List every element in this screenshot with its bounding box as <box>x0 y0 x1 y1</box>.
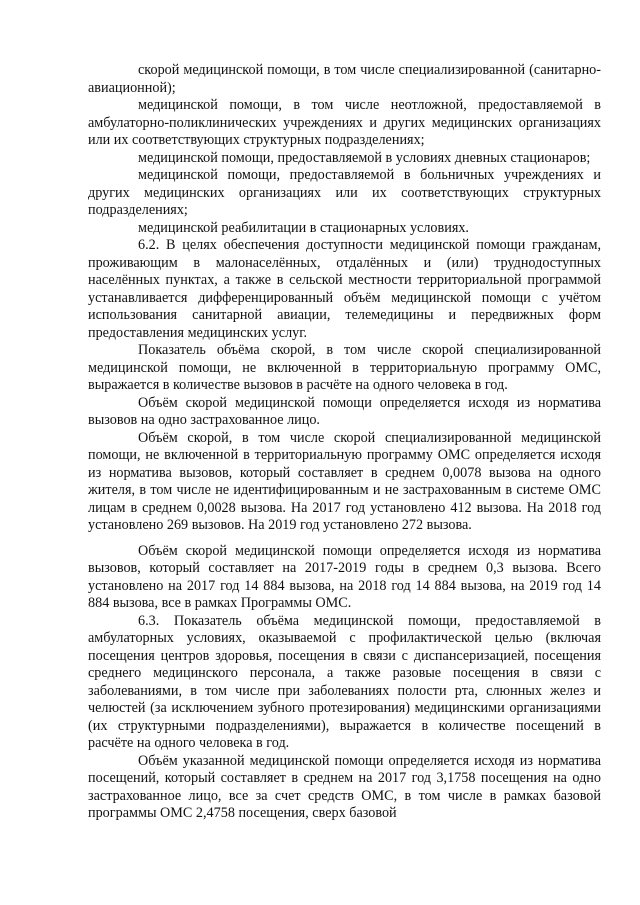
paragraph-outpatient-norm: Объём указанной медицинской помощи определяется исходя из норматива посещений, который составляет в среднем на 2017 год 3,1758 посещения на одно застрахованное лицо, все за счет средств ОМС, в том числе в рамках базовой программы ОМС 2,4758 посещения, сверх базовой <box>88 752 601 821</box>
paragraph-hospital-item: медицинской помощи, предоставляемой в больничных учреждениях и других медицинских организациях или их соответствующих структурных подразделениях; <box>88 167 601 218</box>
paragraph-ambulance-indicator: Показатель объёма скорой, в том числе скорой специализированной медицинской помощи, не включенной в территориальную программу ОМС, выражается в количестве вызовов в расчёте на одного человека в год. <box>88 342 601 393</box>
paragraph-outpatient-item: медицинской помощи, в том числе неотложной, предоставляемой в амбулаторно-поликлинических учреждениях и других медицинских организациях или их соответствующих структурных подразделениях; <box>88 97 601 148</box>
paragraph-section-6-2: 6.2. В целях обеспечения доступности медицинской помощи гражданам, проживающим в малонаселённых, отдалённых и (или) труднодоступных населённых пунктах, а также в сельской местности территориальной программой устанавливается дифференцированный объём медицинской помощи с учётом использования санитарной авиации, телемедицины и передвижных форм предоставления медицинских услуг. <box>88 237 601 341</box>
document-body <box>88 62 601 823</box>
paragraph-rehabilitation-item: медицинской реабилитации в стационарных условиях. <box>138 219 469 236</box>
paragraph-ambulance-item: скорой медицинской помощи, в том числе специализированной (санитарно-авиационной); <box>88 62 601 96</box>
paragraph-section-6-3: 6.3. Показатель объёма медицинской помощи, предоставляемой в амбулаторных условиях, оказываемой с профилактической целью (включая посещения центров здоровья, посещения в связи с диспансеризацией, посещения среднего медицинского персонала, а также разовые посещения в связи с заболеваниями, в том числе при заболеваниях полости рта, слюнных желез и челюстей (за исключением зубного протезирования) медицинскими организациями (их структурными подразделениями), выражается в количестве посещений в расчёте на одного человека в год. <box>88 612 601 751</box>
paragraph-ambulance-non-oms: Объём скорой, в том числе скорой специализированной медицинской помощи, не включенной в территориальную программу ОМС определяется исходя из норматива вызовов, который составляет в среднем 0,0078 вызова на одного жителя, в том числе не идентифицированным и не застрахованным в системе ОМС лицам в среднем 0,0028 вызова. На 2017 год установлено 412 вызова. На 2018 год установлено 269 вызовов. На 2019 год установлено 272 вызова. <box>88 429 601 533</box>
paragraph-day-hospital-item: медицинской помощи, предоставляемой в условиях дневных стационаров; <box>138 149 591 166</box>
paragraph-ambulance-volume: Объём скорой медицинской помощи определяется исходя из норматива вызовов на одно застрахованное лицо. <box>88 394 601 428</box>
paragraph-ambulance-oms-norm: Объём скорой медицинской помощи определяется исходя из норматива вызовов, который составляет на 2017-2019 годы в среднем 0,3 вызова. Всего установлено на 2017 год 14 884 вызова, на 2018 год 14 884 вызова, на 2019 год 14 884 вызова, все в рамках Программы ОМС. <box>88 542 601 611</box>
